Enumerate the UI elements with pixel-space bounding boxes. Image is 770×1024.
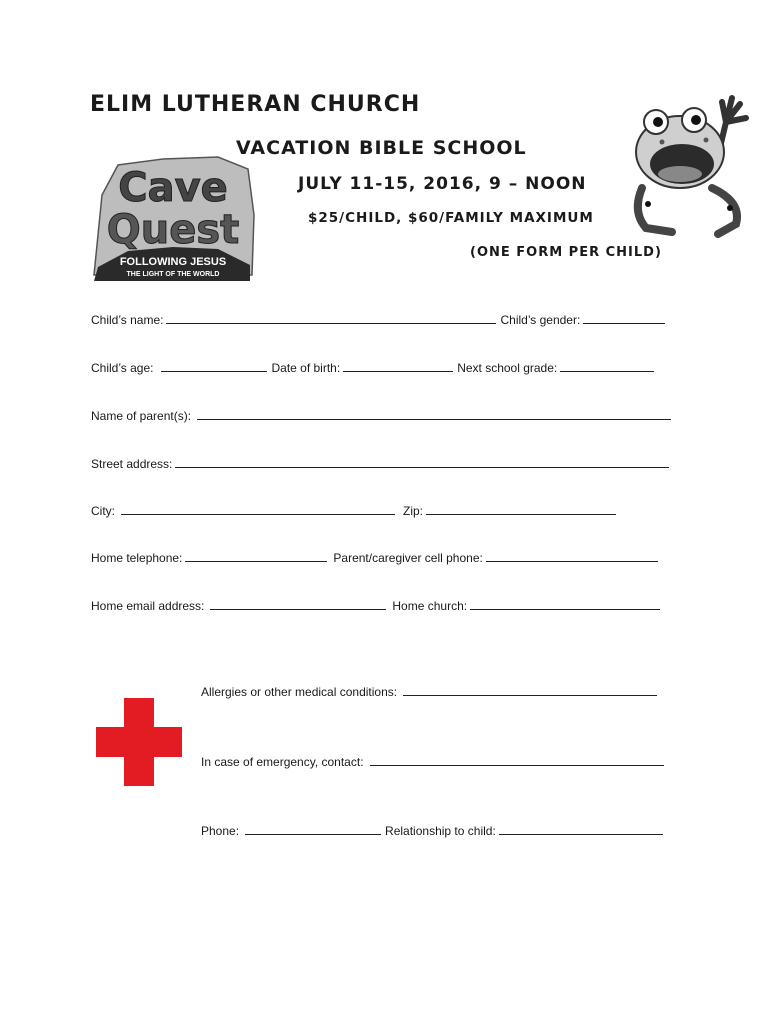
emergency-field[interactable] [370, 754, 664, 766]
email-field[interactable] [210, 598, 386, 610]
row-parents [91, 408, 675, 423]
row-street [91, 456, 673, 471]
cell-phone-field[interactable] [486, 550, 658, 562]
allergies-field[interactable] [403, 684, 657, 696]
row-child-age [91, 360, 658, 375]
row-phones [91, 550, 662, 565]
row-city [91, 503, 620, 518]
city-label: City: [91, 504, 115, 518]
cave-quest-logo [88, 155, 258, 285]
row-email [91, 598, 664, 613]
next-grade-field[interactable] [560, 360, 654, 372]
program-dates: JULY 11-15, 2016, 9 – NOON [298, 174, 587, 194]
row-emergency [201, 754, 668, 769]
program-price: $25/CHILD, $60/FAMILY MAXIMUM [308, 210, 594, 226]
zip-field[interactable] [426, 503, 616, 515]
email-label: Home email address: [91, 599, 205, 613]
child-age-label: Child’s age: [91, 361, 154, 375]
home-church-field[interactable] [470, 598, 660, 610]
emergency-phone-label: Phone: [201, 824, 240, 838]
logo-tagline-1: FOLLOWING JESUS [119, 256, 227, 268]
child-gender-field[interactable] [583, 312, 665, 324]
child-name-label: Child’s name: [91, 313, 164, 327]
zip-label: Zip: [403, 504, 424, 518]
parents-field[interactable] [197, 408, 671, 420]
program-title: VACATION BIBLE SCHOOL [236, 137, 527, 159]
form-note: (ONE FORM PER CHILD) [470, 245, 662, 260]
parents-label: Name of parent(s): [91, 409, 192, 423]
row-child-name [91, 312, 669, 327]
logo-tagline-2: THE LIGHT OF THE WORLD [126, 271, 220, 278]
frog-mascot-icon [622, 92, 752, 240]
street-label: Street address: [91, 457, 173, 471]
cell-phone-label: Parent/caregiver cell phone: [333, 551, 483, 565]
home-phone-field[interactable] [185, 550, 327, 562]
dob-label: Date of birth: [271, 361, 341, 375]
home-church-label: Home church: [392, 599, 468, 613]
emergency-label: In case of emergency, contact: [201, 755, 364, 769]
relationship-field[interactable] [499, 823, 663, 835]
row-allergies [201, 684, 661, 699]
child-name-field[interactable] [166, 312, 496, 324]
relationship-label: Relationship to child: [385, 824, 496, 838]
allergies-label: Allergies or other medical conditions: [201, 685, 398, 699]
church-name: ELIM LUTHERAN CHURCH [90, 92, 421, 117]
child-age-field[interactable] [161, 360, 267, 372]
row-emergency-phone [201, 823, 667, 838]
emergency-phone-field[interactable] [245, 823, 381, 835]
home-phone-label: Home telephone: [91, 551, 183, 565]
next-grade-label: Next school grade: [457, 361, 558, 375]
child-gender-label: Child’s gender: [500, 313, 581, 327]
dob-field[interactable] [343, 360, 453, 372]
logo-word-1: Cave [118, 165, 228, 211]
logo-word-2: Quest [106, 207, 240, 253]
red-cross-icon [96, 698, 182, 786]
street-field[interactable] [175, 456, 669, 468]
city-field[interactable] [121, 503, 395, 515]
